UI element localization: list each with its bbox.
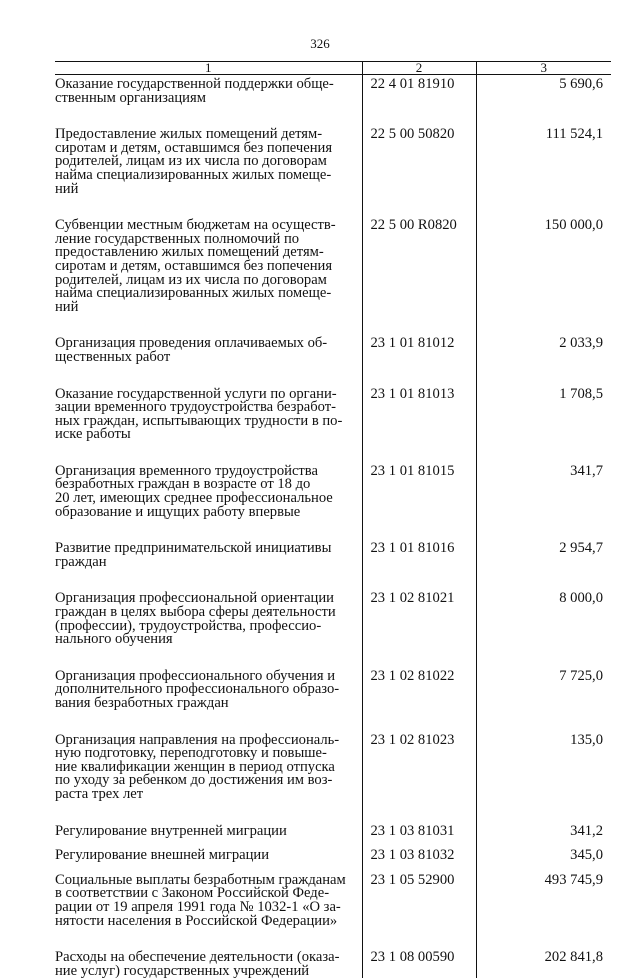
row-description [55,948,362,978]
description-line: Расходы на обеспечение деятельности (оказа- [55,949,340,966]
row-code: 23 1 03 81031 [362,822,476,847]
table-row [55,846,611,871]
description-line: вания безработных граждан [55,695,229,711]
row-code: 22 4 01 81910 [362,75,476,126]
table-row [55,871,611,948]
row-description [55,462,362,539]
row-code: 23 1 01 81016 [362,539,476,589]
description-line: рации от 19 апреля 1991 года № 1032-1 «О за- [55,898,341,915]
row-amount: 135,0 [476,731,611,822]
description-line: сиротам и детям, оставшимся без попечения [55,139,333,156]
description-line: Социальные выплаты безработным гражданам [55,871,346,888]
row-code: 23 1 01 81012 [362,334,476,384]
description-line: образование и ищущих работу впервые [55,503,301,520]
description-line: ний [55,298,79,315]
description-line: нального обучения [55,631,173,648]
table-body [55,75,611,979]
description-line: Оказание государственной поддержки обще- [55,76,334,92]
description-line: Организация проведения оплачиваемых об- [55,335,328,352]
description-line: Регулирование внешней миграции [55,847,270,864]
description-line: Организация профессионального обучения и [55,667,336,684]
description-line: Организация направления на профессиональ- [55,731,340,748]
row-description [55,539,362,589]
row-amount: 7 725,0 [476,667,611,731]
row-amount: 341,7 [476,462,611,539]
row-description [55,731,362,822]
table-row [55,822,611,847]
row-description [55,385,362,462]
row-amount: 150 000,0 [476,216,611,334]
description-line: безработных граждан в возрасте от 18 до [55,476,311,493]
description-line: ную подготовку, переподготовку и повыше- [55,745,327,762]
row-description [55,846,362,871]
column-header-2: 2 [362,62,476,75]
table-row [55,125,611,216]
row-amount: 2 033,9 [476,334,611,384]
description-line: иске работы [55,426,131,443]
table-row [55,216,611,334]
description-line: родителей, лицам из их числа по договорам [55,153,327,170]
row-description [55,75,362,126]
table-row [55,948,611,978]
column-header-1: 1 [55,62,362,75]
description-line: зации временного трудоустройства безработ- [55,399,336,416]
row-code: 23 1 02 81023 [362,731,476,822]
description-line: ние услуг) государственных учреждений [55,962,310,979]
description-line: сиротам и детям, оставшимся без попечения [55,257,333,274]
row-code: 23 1 08 00590 [362,948,476,978]
row-code: 23 1 02 81021 [362,589,476,666]
description-line: (профессии), трудоустройства, профессио- [55,617,322,634]
table-row [55,462,611,539]
description-line: ственным организациям [55,89,206,106]
description-line: Оказание государственной услуги по органи- [55,385,337,402]
row-amount: 341,2 [476,822,611,847]
row-description [55,667,362,731]
table-row [55,385,611,462]
table-header-row [55,62,611,75]
description-line: щественных работ [55,348,171,365]
description-line: граждан [55,553,107,570]
description-line: нятости населения в Российской Федерации» [55,912,338,929]
row-amount: 5 690,6 [476,75,611,126]
description-line: Субвенции местным бюджетам на осуществ- [55,217,336,234]
description-line: Предоставление жилых помещений детям- [55,126,323,143]
description-line: ление государственных полномочий по [55,230,300,247]
row-description [55,216,362,334]
row-description [55,589,362,666]
description-line: предоставлению жилых помещений детям- [55,244,324,261]
description-line: ний [55,180,79,197]
row-code: 23 1 05 52900 [362,871,476,948]
description-line: Регулирование внутренней миграции [55,822,287,839]
table-row [55,667,611,731]
row-amount: 493 745,9 [476,871,611,948]
page-number: 326 [310,36,330,51]
description-line: Организация профессиональной ориентации [55,590,334,607]
description-line: в соответствии с Законом Российской Феде- [55,885,330,902]
description-line: по уходу за ребенком до достижения им воз- [55,772,333,789]
row-description [55,871,362,948]
description-line: раста трех лет [55,785,144,802]
table-row [55,539,611,589]
description-line: родителей, лицам из их числа по договорам [55,271,327,288]
row-description [55,822,362,847]
row-amount: 1 708,5 [476,385,611,462]
table-row [55,589,611,666]
description-line: найма специализированных жилых помеще- [55,285,332,302]
row-code: 22 5 00 R0820 [362,216,476,334]
row-code: 23 1 02 81022 [362,667,476,731]
row-amount: 345,0 [476,846,611,871]
column-header-3: 3 [476,62,611,75]
description-line: Развитие предпринимательской инициативы [55,540,332,557]
row-amount: 8 000,0 [476,589,611,666]
table-row [55,334,611,384]
row-code: 23 1 01 81013 [362,385,476,462]
row-code: 23 1 03 81032 [362,846,476,871]
row-amount: 202 841,8 [476,948,611,978]
description-line: дополнительного профессионального образо- [55,681,340,698]
row-description [55,125,362,216]
table-row [55,731,611,822]
description-line: найма специализированных жилых помеще- [55,166,332,183]
description-line: Организация временного трудоустройства [55,462,318,479]
row-amount: 111 524,1 [476,125,611,216]
description-line: ние квалификации женщин в период отпуска [55,758,335,775]
budget-table [55,61,611,978]
row-code: 22 5 00 50820 [362,125,476,216]
row-amount: 2 954,7 [476,539,611,589]
description-line: граждан в целях выбора сферы деятельности [55,604,336,621]
row-code: 23 1 01 81015 [362,462,476,539]
description-line: ных граждан, испытывающих трудности в по- [55,412,343,429]
description-line: 20 лет, имеющих среднее профессиональное [55,490,333,507]
row-description [55,334,362,384]
table-row [55,75,611,126]
